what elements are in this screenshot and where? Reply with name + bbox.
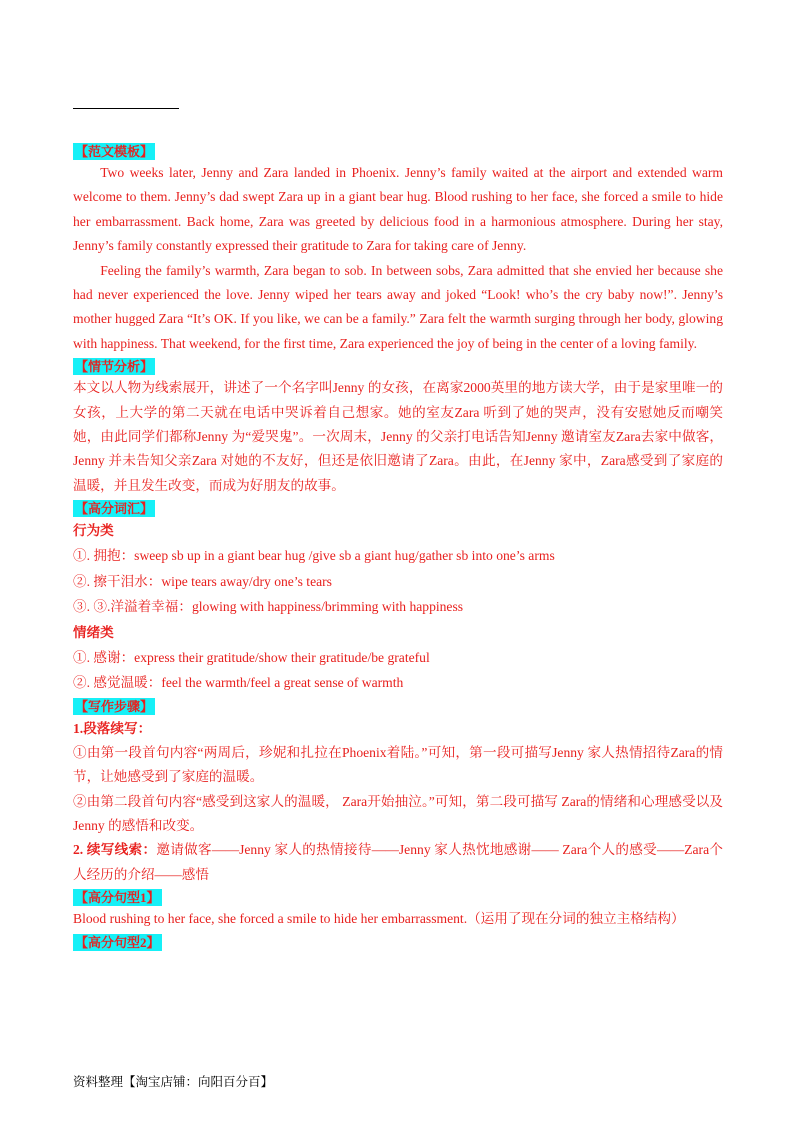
page-footer: 资料整理【淘宝店铺：向阳百分百】 <box>73 1075 274 1089</box>
sentence2-section <box>73 932 723 952</box>
vocab-item: ①. 感谢：express their gratitude/show their gratitude/be grateful <box>73 649 430 665</box>
vocab-category-emotion: 情绪类 <box>73 624 114 640</box>
model-paragraph-1: Two weeks later, Jenny and Zara landed in Phoenix. Jenny’s family waited at the airport and extended warm welcome to them. Jenny’s dad swept Zara up in a giant bear hug. Blood rushing to her face, she forced a smile to hide her embarrassment. Back home, Zara was greeted by delicious food in a harmonious atmosphere. During her stay, Jenny’s family constantly expressed their gratitude to Zara for taking care of Jenny. <box>73 165 723 254</box>
section-tag-sentence1: 【高分句型1】 <box>75 890 160 906</box>
sentence1-text: Blood rushing to her face, she forced a smile to hide her embarrassment.（运用了现在分词的独立主格结构） <box>73 911 685 927</box>
section-tag-steps: 【写作步骤】 <box>75 698 154 714</box>
header-rule <box>73 108 179 109</box>
plot-analysis-text: 本文以人物为线索展开，讲述了一个名字叫Jenny 的女孩，在离家2000英里的地方读大学，由于是家里唯一的女孩，上大学的第二天就在电话中哭诉着自己想家。她的室友Zara 听到了她的哭声，没有安慰她反而嘲笑她，由此同学们都称Jenny 为“爱哭鬼”。一次周末，Jenny 的父亲打电话告知Jenny 邀请室友Zara去家中做客，Jenny 并未告知父亲Zara 对她的不友好，但还是依旧邀请了Zara。由此，在Jenny 家中，Zara感受到了家庭的温暖，并且发生改变，而成为好朋友的故事。 <box>73 380 723 493</box>
section-tag-plot: 【情节分析】 <box>75 359 154 375</box>
section-tag-sentence2: 【高分句型2】 <box>75 934 160 950</box>
vocab-item: ③. ③.洋溢着幸福：glowing with happiness/brimming with happiness <box>73 599 464 615</box>
steps-clue <box>73 838 723 887</box>
section-tag-model: 【范文模板】 <box>75 144 154 159</box>
document-body <box>73 141 723 952</box>
steps-heading-2: 2. 续写线索： <box>73 842 157 858</box>
steps-clue-text: 邀请做客——Jenny 家人的热情接待——Jenny 家人热忱地感谢—— Zara个人的感受——Zara个人经历的介绍——感悟 <box>73 842 724 882</box>
section-tag-vocab: 【高分词汇】 <box>75 501 154 517</box>
model-section <box>73 141 723 356</box>
vocab-item: ②. 感觉温暖：feel the warmth/feel a great sense of warmth <box>73 675 404 691</box>
vocab-section <box>73 498 723 696</box>
steps-section <box>73 696 723 887</box>
sentence1-section <box>73 887 723 931</box>
vocab-item: ①. 拥抱：sweep sb up in a giant bear hug /give sb a giant hug/gather sb into one’s arms <box>73 548 555 564</box>
steps-heading-1: 1.段落续写： <box>73 720 152 736</box>
vocab-category-behavior: 行为类 <box>73 523 114 539</box>
vocab-item: ②. 擦干泪水：wipe tears away/dry one’s tears <box>73 573 332 589</box>
steps-item-1: ①由第一段首句内容“两周后，珍妮和扎拉在Phoenix着陆。”可知，第一段可描写Jenny 家人热情招待Zara的情节，让她感受到了家庭的温暖。 <box>73 744 723 785</box>
steps-item-2: ②由第二段首句内容“感受到这家人的温暖， Zara开始抽泣。”可知，第二段可描写 Zara的情绪和心理感受以及Jenny 的感悟和改变。 <box>73 793 723 833</box>
model-paragraph-2: Feeling the family’s warmth, Zara began to sob. In between sobs, Zara admitted that she envied her because she had never experienced the love. Jenny wiped her tears away and joked “Look! who’s the cry baby now!”. Jenny’s mother hugged Zara “It’s OK. If you like, we can be a family.” Zara felt the warmth surging through her body, glowing with happiness. That weekend, for the first time, Zara experienced the joy of being in the center of a loving family. <box>73 262 723 351</box>
plot-section <box>73 356 723 498</box>
